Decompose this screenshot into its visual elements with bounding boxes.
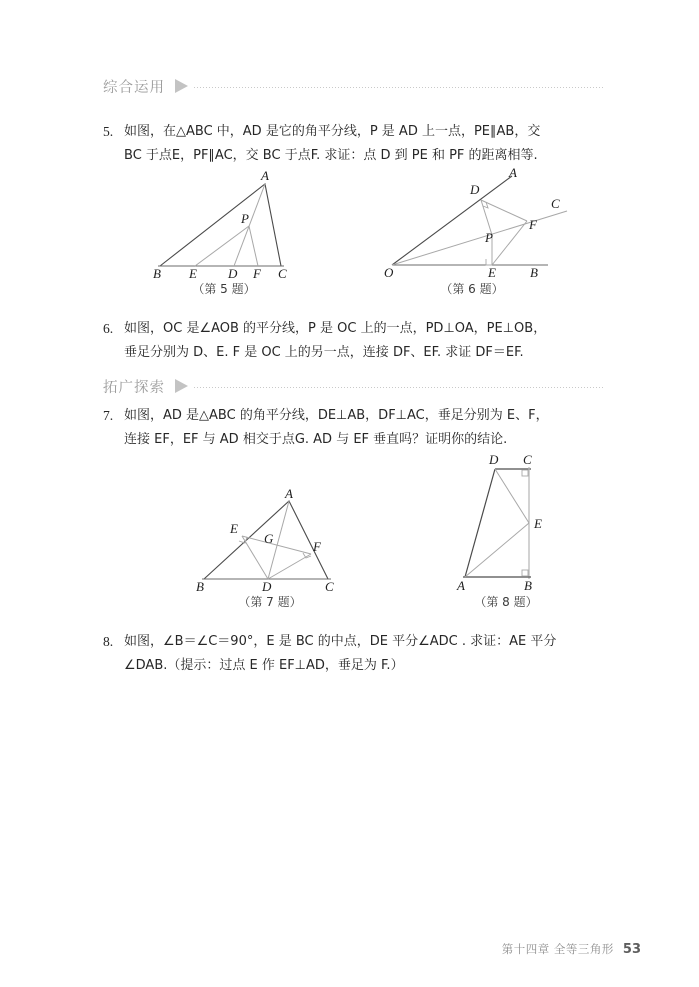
problem-6-number: 6. <box>103 321 114 336</box>
section-header-comprehensive <box>103 74 603 98</box>
problem-8-number: 8. <box>103 634 114 649</box>
problem-5 <box>103 120 618 168</box>
fig6-ray-OC <box>392 211 567 265</box>
fig8-label-A: A <box>457 578 465 592</box>
problem-8 <box>103 630 618 678</box>
fig5-label-E: E <box>189 266 197 278</box>
footer-chapter-title: 第十四章 全等三角形 <box>501 942 614 956</box>
figure-6-drawing <box>382 168 572 278</box>
fig7-label-B: B <box>196 579 204 592</box>
fig8-segment-DE <box>495 469 529 523</box>
fig8-right-angle-mark-C <box>522 470 528 476</box>
fig6-label-B: B <box>530 265 538 278</box>
figure-7 <box>196 487 346 609</box>
fig7-label-E: E <box>230 521 238 536</box>
problem-8-line-2: ∠DAB.（提示：过点 E 作 EF⊥AD，垂足为 F.） <box>124 658 404 673</box>
problem-6-line-1: 如图，OC 是∠AOB 的平分线，P 是 OC 上的一点，PD⊥OA，PE⊥OB， <box>124 321 547 336</box>
play-triangle-icon-expansion <box>175 379 188 393</box>
fig7-label-F: F <box>313 539 321 554</box>
fig5-label-A: A <box>261 168 269 183</box>
fig6-segment-EF <box>492 221 527 265</box>
fig6-label-F: F <box>529 217 537 232</box>
problem-8-body <box>124 630 618 678</box>
problem-7-line-1: 如图，AD 是△ABC 的角平分线，DE⊥AB，DF⊥AC，垂足分别为 E、F， <box>124 408 549 423</box>
fig8-segment-AD <box>465 469 495 577</box>
fig6-label-A: A <box>509 168 517 180</box>
problem-8-line-1: 如图，∠B＝∠C＝90°，E 是 BC 的中点，DE 平分∠ADC . 求证：AE 平分 <box>124 634 557 649</box>
fig5-label-B: B <box>153 266 161 278</box>
fig6-label-D: D <box>470 182 480 197</box>
figure-7-drawing <box>196 487 346 592</box>
fig8-label-C: C <box>523 452 532 467</box>
fig5-label-D: D <box>228 266 238 278</box>
figure-8-drawing <box>443 450 573 592</box>
figure-5 <box>148 168 298 296</box>
problem-7 <box>103 404 618 452</box>
problem-5-number: 5. <box>103 124 114 139</box>
fig6-label-O: O <box>384 265 394 278</box>
section-header-expansion <box>103 374 603 398</box>
fig5-label-C: C <box>278 266 287 278</box>
problem-7-line-2: 连接 EF，EF 与 AD 相交于点G. AD 与 EF 垂直吗？证明你的结论. <box>124 432 508 447</box>
play-triangle-icon <box>175 79 188 93</box>
fig7-label-A: A <box>285 487 293 501</box>
fig6-ray-OA <box>392 176 512 265</box>
figure-7-caption: （第 7 题） <box>238 595 302 609</box>
section-header-label: 综合运用 <box>103 79 165 96</box>
fig7-label-D: D <box>262 579 272 592</box>
footer-page-number: 53 <box>622 942 641 957</box>
fig5-triangle-sides <box>160 184 281 266</box>
fig6-segment-DF <box>481 200 527 221</box>
page-footer <box>502 941 641 957</box>
figure-6-caption: （第 6 题） <box>440 282 504 296</box>
fig8-label-E: E <box>534 516 542 531</box>
problem-5-line-1: 如图，在△ABC 中，AD 是它的角平分线，P 是 AD 上一点，PE∥AB，交 <box>124 124 541 139</box>
fig6-label-C: C <box>551 196 560 211</box>
fig7-segment-DF <box>268 554 311 579</box>
fig5-segment-PF <box>249 226 258 266</box>
problem-6-body <box>124 317 618 365</box>
problem-7-body <box>124 404 618 452</box>
figure-8 <box>443 450 573 609</box>
figure-8-caption: （第 8 题） <box>474 595 538 609</box>
fig5-label-F: F <box>253 266 261 278</box>
problem-6-line-2: 垂足分别为 D、E. F 是 OC 上的另一点，连接 DF、EF. 求证 DF＝EF. <box>124 345 524 360</box>
figure-5-caption: （第 5 题） <box>192 282 256 296</box>
dotted-rule-expansion <box>194 387 603 388</box>
figure-5-drawing <box>148 168 298 278</box>
figure-6 <box>382 168 572 296</box>
fig8-label-D: D <box>489 452 499 467</box>
fig7-segment-EF <box>242 536 311 554</box>
section-header-label-expansion: 拓广探索 <box>103 379 165 396</box>
problem-6 <box>103 317 618 365</box>
problem-7-number: 7. <box>103 408 114 423</box>
problem-5-line-2: BC 于点E，PF∥AC，交 BC 于点F. 求证：点 D 到 PE 和 PF 的距离相等. <box>124 148 538 163</box>
fig5-label-P: P <box>241 211 249 226</box>
fig7-label-G: G <box>264 531 274 546</box>
fig7-label-C: C <box>325 579 334 592</box>
fig6-label-P: P <box>485 230 493 245</box>
fig8-label-B: B <box>524 578 532 592</box>
dotted-rule <box>194 87 603 88</box>
fig8-segment-AE <box>465 523 529 577</box>
fig6-label-E: E <box>488 265 496 278</box>
problem-5-body <box>124 120 618 168</box>
fig8-right-angle-mark-B <box>522 570 528 576</box>
